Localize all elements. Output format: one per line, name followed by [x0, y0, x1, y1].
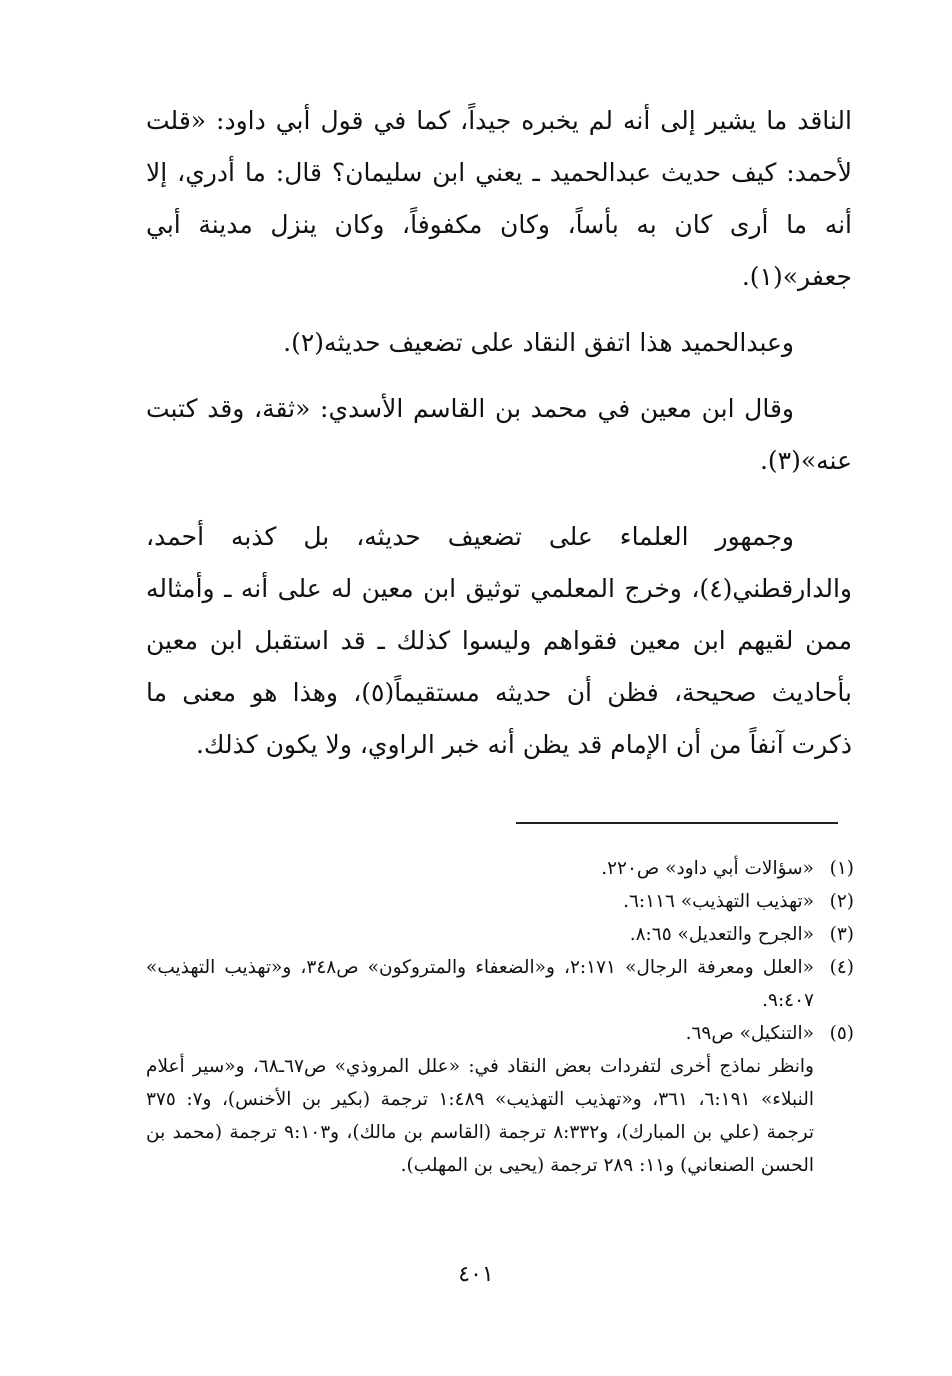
footnote-5: [146, 1017, 854, 1050]
page-number: ٤٠١: [458, 1262, 494, 1287]
footnote-number: (١): [829, 858, 854, 879]
footnote-number: (٣): [829, 924, 854, 945]
footnote-number: (٢): [829, 891, 854, 912]
paragraph-3: وقال ابن معين في محمد بن القاسم الأسدي: «ثقة، وقد كتبت عنه»(٣).: [146, 394, 852, 475]
footnote-text: «العلل ومعرفة الرجال» ٢:١٧١، و«الضعفاء والمتروكون» ص٣٤٨، و«تهذيب التهذيب» ٩:٤٠٧.: [146, 957, 814, 1011]
footnote-1: [146, 852, 854, 885]
footnote-text: «التنكيل» ص٦٩.: [685, 1023, 814, 1044]
footnote-separator: [516, 822, 838, 824]
paragraph-1: الناقد ما يشير إلى أنه لم يخبره جيداً، كما في قول أبي داود: «قلت لأحمد: كيف حديث عبدالحميد ـ يعني ابن سليمان؟ قال: ما أدري، إلا أنه ما أرى كان به بأساً، وكان مكفوفاً، وكان ينزل مدينة أبي جعفر»(١).: [146, 106, 852, 291]
paragraph-4: وجمهور العلماء على تضعيف حديثه، بل كذبه أحمد، والدارقطني(٤)، وخرج المعلمي توثيق ابن معين له على أنه ـ وأمثاله ممن لقيهم ابن معين فقواهم وليسوا كذلك ـ قد استقبل ابن معين بأحاديث صحيحة، فظن أن حديثه مستقيماً(٥)، وهذا هو معنى ما ذكرت آنفاً من أن الإمام قد يظن أنه خبر الراوي، ولا يكون كذلك.: [146, 522, 853, 759]
footnote-2: [146, 885, 854, 918]
footnote-text: «سؤالات أبي داود» ص٢٢٠.: [601, 858, 814, 879]
footnote-text: «تهذيب التهذيب» ٦:١١٦.: [623, 891, 814, 912]
footnote-number: (٤): [829, 957, 854, 978]
footnote-text: «الجرح والتعديل» ٨:٦٥.: [629, 924, 814, 945]
main-text: [146, 95, 852, 771]
footnote-3: [146, 918, 854, 951]
footnote-number: (٥): [829, 1023, 854, 1044]
footnote-5-continuation: وانظر نماذج أخرى لتفردات بعض النقاد في: «علل المروذي» ص٦٧ـ٦٨، و«سير أعلام النبلاء» ٦:١٩١، ٣٦١، و«تهذيب التهذيب» ١:٤٨٩ ترجمة (بكير بن الأخنس)، و٧: ٣٧٥ ترجمة (علي بن المبارك)، و٨:٣٣٢ ترجمة (القاسم بن مالك)، و٩:١٠٣ ترجمة (محمد بن الحسن الصنعاني) و١١: ٢٨٩ ترجمة (يحيى بن المهلب).: [146, 1056, 814, 1176]
footnote-4: [146, 951, 854, 1017]
footnotes: [146, 852, 854, 1182]
paragraph-2: وعبدالحميد هذا اتفق النقاد على تضعيف حديثه(٢).: [283, 328, 794, 357]
